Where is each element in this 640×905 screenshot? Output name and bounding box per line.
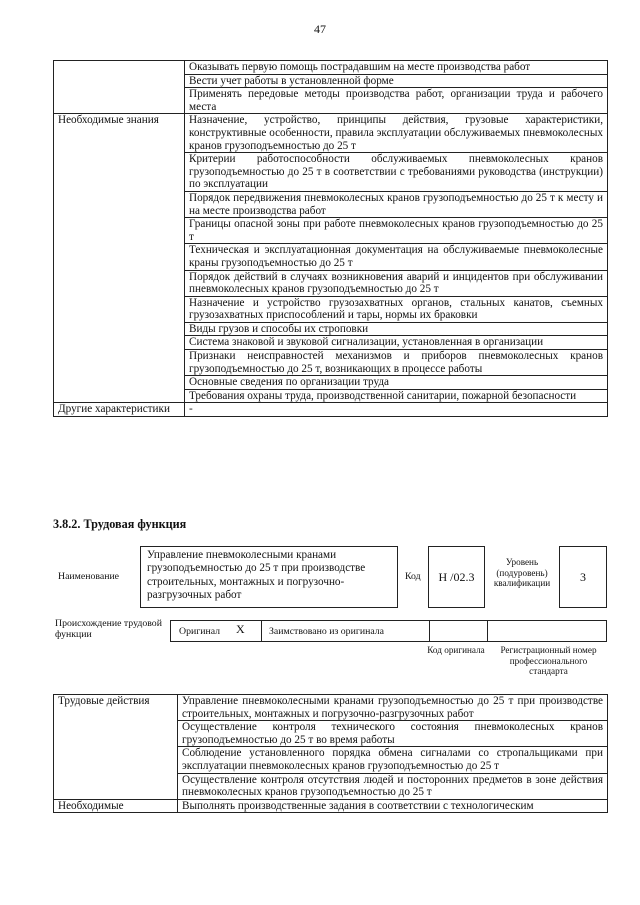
origin-row [170, 620, 607, 642]
row-text: Управление пневмоколесными кранами грузоподъемностью до 25 т при производстве строительных, монтажных и погрузочно-разгрузочных работ [178, 695, 608, 721]
name-label: Наименование [58, 571, 120, 582]
table-row [54, 799, 608, 813]
row-text: Назначение и устройство грузозахватных органов, стальных канатов, съемных грузозахватных приспособлений и тары, нормы их браковки [185, 296, 608, 322]
function-name: Управление пневмоколесными кранами грузоподъемностью до 25 т при производстве строительных, монтажных и погрузочно-разгрузочных работ [147, 549, 366, 602]
table-row [54, 403, 608, 417]
actions-table [53, 694, 608, 813]
level-box [559, 546, 607, 608]
row-text: Осуществление контроля технического состояния пневмоколесных кранов грузоподъемностью до 25 т во время работы [178, 721, 608, 747]
row-label-knowledge: Необходимые знания [54, 114, 185, 403]
row-text: Требования охраны труда, производственной санитарии, пожарной безопасности [185, 389, 608, 403]
reg-number-caption: Регистрационный номер профессионального стандарта [500, 645, 597, 677]
code-original-caption: Код оригинала [427, 645, 485, 655]
row-text: Применять передовые методы производства работ, организации труда и рабочего места [185, 88, 608, 114]
row-label-skills: Необходимые [54, 799, 178, 813]
origin-label: Происхождение трудовой функции [55, 618, 162, 640]
row-text: Порядок передвижения пневмоколесных кранов грузоподъемностью до 25 т к месту и на месте производства работ [185, 191, 608, 217]
table-row [54, 114, 608, 153]
row-text: Вести учет работы в установленной форме [185, 74, 608, 88]
level-value: 3 [580, 569, 586, 584]
row-text: Осуществление контроля отсутствия людей и посторонних предметов в зоне действия пневмоколесных кранов грузоподъемностью до 25 т [178, 773, 608, 799]
row-text: Основные сведения по организации труда [185, 376, 608, 390]
row-text: Границы опасной зоны при работе пневмоколесных кранов грузоподъемностью до 25 т [185, 218, 608, 244]
function-name-box [140, 546, 398, 608]
row-text: Критерии работоспособности обслуживаемых пневмоколесных кранов грузоподъемностью до 25 т в соответствии с требованиями руководства (инструкции) по эксплуатации [185, 153, 608, 192]
row-text: Виды грузов и способы их строповки [185, 322, 608, 336]
level-label: Уровень (подуровень) квалификации [493, 557, 551, 589]
row-text: Техническая и эксплуатационная документация на обслуживаемые пневмоколесные краны грузоподъемностью до 25 т [185, 244, 608, 270]
row-text: Оказывать первую помощь пострадавшим на месте производства работ [185, 61, 608, 75]
row-text: Система знаковой и звуковой сигнализации, установленная в организации [185, 336, 608, 350]
row-label-other: Другие характеристики [54, 403, 185, 417]
row-text: Признаки неисправностей механизмов и приборов пневмоколесных кранов грузоподъемностью до 25 т, возникающих в процессе работы [185, 350, 608, 376]
borrowed-label: Заимствовано из оригинала [269, 626, 384, 637]
table-row [54, 61, 608, 75]
section-title: 3.8.2. Трудовая функция [53, 517, 187, 531]
table-row [54, 695, 608, 721]
original-label: Оригинал [179, 626, 221, 637]
page-number: 47 [314, 22, 326, 36]
code-value: Н /02.3 [438, 569, 475, 584]
code-box [428, 546, 485, 608]
row-text: Соблюдение установленного порядка обмена сигналами со стропальщиками при эксплуатации пневмоколесных кранов грузоподъемностью до 25 т [178, 747, 608, 773]
row-text: Выполнять производственные задания в соответствии с технологическим [178, 799, 608, 813]
code-label: Код [405, 571, 421, 582]
knowledge-table [53, 60, 608, 417]
row-text: Порядок действий в случаях возникновения аварий и инцидентов при обслуживании пневмоколесных кранов грузоподъемностью до 25 т [185, 270, 608, 296]
row-label-actions: Трудовые действия [54, 695, 178, 800]
row-text: Назначение, устройство, принципы действия, грузовые характеристики, конструктивные особенности, правила эксплуатации обслуживаемых пневмоколесных кранов грузоподъемностью до 25 т [185, 114, 608, 153]
row-text: - [185, 403, 608, 417]
original-mark: X [236, 622, 245, 636]
row-label [54, 61, 185, 114]
